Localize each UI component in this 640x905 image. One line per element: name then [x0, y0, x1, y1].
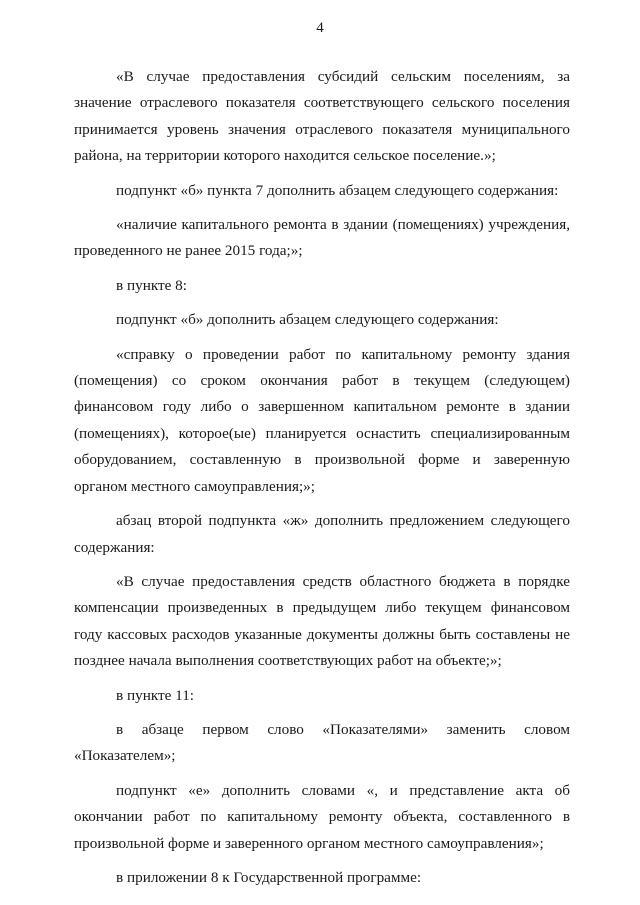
paragraph-subpoint-b-point-7: подпункт «б» пункта 7 дополнить абзацем следующего содержания:: [116, 181, 559, 199]
paragraph-repair-certificate: «справку о проведении работ по капитальному ремонту здания (помещения) со сроком окончания работ в текущем (следующем) финансовом году либо о завершенном капитальном ремонте в здании (помещениях), которое(ые) планируется оснастить специализированным оборудованием, составленную в произвольной форме и заверенную органом местного самоуправления;»;: [74, 345, 570, 495]
page-number: 4: [316, 20, 324, 36]
paragraph-subsidy-rural-settlements: «В случае предоставления субсидий сельским поселениям, за значение отраслевого показателя соответствующего сельского поселения принимается уровень значения отраслевого показателя муниципального района, на территории которого находится сельское поселение.»;: [74, 68, 570, 165]
document-body: [74, 64, 570, 899]
paragraph-regional-budget-compensation: «В случае предоставления средств областного бюджета в порядке компенсации произведенных в предыдущем либо текущем финансовом году кассовых расходов указанные документы должны быть составлены не позднее начала выполнения соответствующих работ на объекте;»;: [74, 572, 570, 670]
paragraph-subpoint-e-supplement: подпункт «е» дополнить словами «, и представление акта об окончании работ по капитальному ремонту объекта, составленного в произвольной форме и заверенного органом местного самоуправления»;: [74, 781, 570, 852]
paragraph-in-point-8: в пункте 8:: [116, 276, 187, 294]
paragraph-capital-repair-presence: «наличие капитального ремонта в здании (помещениях) учреждения, проведенного не ранее 2015 года;»;: [74, 216, 570, 260]
paragraph-appendix-8: в приложении 8 к Государственной программе:: [116, 868, 422, 886]
paragraph-subpoint-b-supplement: подпункт «б» дополнить абзацем следующего содержания:: [116, 311, 499, 329]
paragraph-subpoint-zh-supplement: абзац второй подпункта «ж» дополнить предложением следующего содержания:: [74, 512, 570, 556]
paragraph-replace-word: в абзаце первом слово «Показателями» заменить словом «Показателем»;: [74, 720, 570, 765]
paragraph-in-point-11: в пункте 11:: [116, 686, 195, 704]
